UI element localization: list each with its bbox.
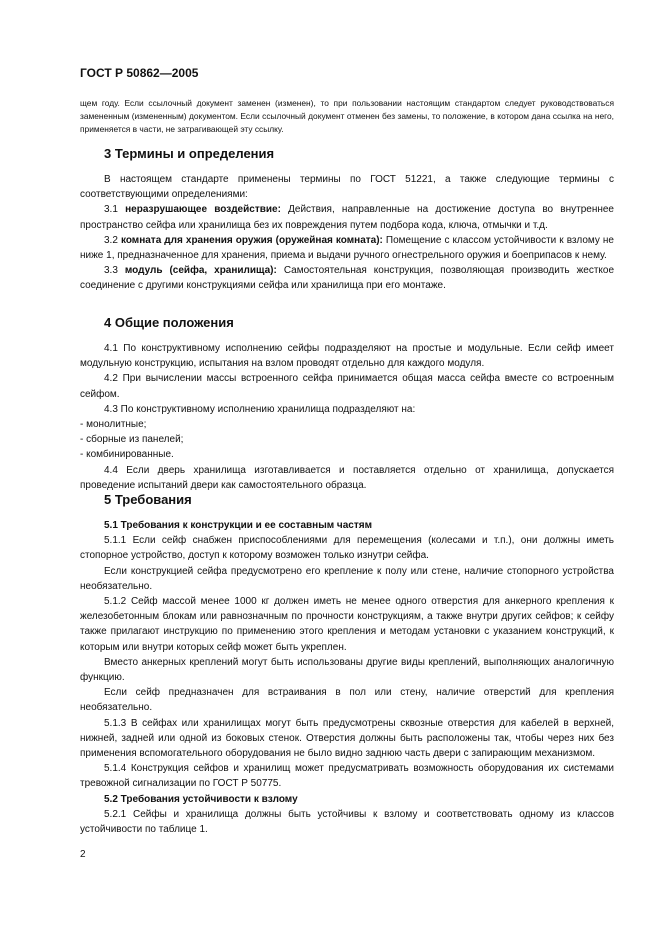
term-3-2 <box>80 233 614 263</box>
section-3-title: 3 Термины и определения <box>104 146 275 161</box>
section-4-title: 4 Общие положения <box>104 315 234 330</box>
section-3-intro: В настоящем стандарте применены термины по ГОСТ 51221, а также следующие термины с соответствующими определениями: <box>80 174 614 201</box>
page-number: 2 <box>80 849 86 860</box>
term-3-3-name: модуль (сейфа, хранилища): <box>124 265 277 277</box>
section-5-body <box>80 518 614 837</box>
term-3-2-number: 3.2 <box>104 234 118 246</box>
term-3-1-number: 3.1 <box>104 204 118 216</box>
term-3-1-definition: Действия, направленные на достижение доступа во внутреннее пространство сейфа или хранилища без их повреждения путем подбора кода, ключа, отмычки и т.д. <box>80 204 614 231</box>
term-3-3-definition: Самостоятельная конструкция, позволяющая производить жесткое соединение с другими конструкциями сейфа или хранилища при его монтаже. <box>80 265 615 292</box>
term-3-1-name: неразрушающее воздействие: <box>125 204 281 216</box>
section-5-title: 5 Требования <box>104 492 192 507</box>
clause-5-1-3: 5.1.3 В сейфах или хранилищах могут быть предусмотрены сквозные отверстия для кабелей в верхней, нижней, задней или одной из боковых стенок. Отверстия должны быть расположены так, чтобы через них без применения вспомогательного оборудования не было видно заднюю часть двери с запирающим механизмом. <box>80 717 614 760</box>
clause-5-1-2-c: Если сейф предназначен для встраивания в пол или стену, наличие отверстий для крепления необязательно. <box>80 687 614 714</box>
list-item-monolithic: - монолитные; <box>80 419 147 431</box>
clause-4-3: 4.3 По конструктивному исполнению хранилища подразделяют на: <box>104 403 416 415</box>
term-3-3 <box>80 263 614 293</box>
intro-text: щем году. Если ссылочный документ заменен (изменен), то при пользовании настоящим стандартом следует руководствоваться замененным (измененным) документом. Если ссылочный документ отменен без замены, то положение, в котором дана ссылка на него, применяется в части, не затрагивающей эту ссылку. <box>80 98 614 135</box>
document-code: ГОСТ Р 50862—2005 <box>80 66 199 80</box>
term-3-2-definition: Помещение с классом устойчивости к взлому не ниже 1, предназначенное для хранения, приема и выдачи ручного огнестрельного оружия и боеприпасов к нему. <box>80 234 614 262</box>
clause-5-1-2: 5.1.2 Сейф массой менее 1000 кг должен иметь не менее одного отверстия для анкерного крепления к железобетонным блокам или равнозначным по прочности конструкциям, а также внутри других сейфов; к сейфу также прилагают инструкцию по применению этого крепления и методам установки с указанием конструкций, к которым или внутри которых сейф может быть укреплен. <box>80 596 614 653</box>
term-3-1 <box>80 202 614 232</box>
clause-4-4: 4.4 Если дверь хранилища изготавливается и поставляется отдельно от хранилища, допускается проведение испытаний двери как самостоятельного образца. <box>80 464 614 491</box>
clause-4-2: 4.2 При вычислении массы встроенного сейфа принимается общая масса сейфа вместе со встроенным сейфом. <box>80 373 614 400</box>
clause-5-1-2-b: Вместо анкерных креплений могут быть использованы другие виды креплений, выполняющих аналогичную функцию. <box>80 656 614 684</box>
clause-5-1-1-b: Если конструкцией сейфа предусмотрено его крепление к полу или стене, наличие стопорного устройства необязательно. <box>80 565 614 592</box>
list-item-combined: - комбинированные. <box>80 449 174 461</box>
subsection-5-2-title: 5.2 Требования устойчивости к взлому <box>104 793 298 805</box>
clause-5-2-1: 5.2.1 Сейфы и хранилища должны быть устойчивы к взлому и соответствовать одному из классов устойчивости по таблице 1. <box>80 808 614 836</box>
subsection-5-1-title: 5.1 Требования к конструкции и ее составным частям <box>104 520 372 531</box>
section-4-body <box>80 341 614 493</box>
intro-paragraph <box>80 97 614 137</box>
clause-4-1: 4.1 По конструктивному исполнению сейфы подразделяют на простые и модульные. Если сейф имеет модульную конструкцию, испытания на взлом проводят отдельно для каждого модуля. <box>80 343 614 370</box>
term-3-2-name: комната для хранения оружия (оружейная комната): <box>120 234 383 246</box>
section-3-body <box>80 172 614 294</box>
term-3-3-number: 3.3 <box>104 265 118 277</box>
clause-5-1-4: 5.1.4 Конструкция сейфов и хранилищ может предусматривать возможность оборудования их системами тревожной сигнализации по ГОСТ Р 50775. <box>80 763 614 790</box>
list-item-panel: - сборные из панелей; <box>80 434 184 446</box>
clause-5-1-1: 5.1.1 Если сейф снабжен приспособлениями для перемещения (колесами и т.п.), они должны иметь стопорное устройство, доступ к которому возможен только изнутри сейфа. <box>80 535 614 562</box>
